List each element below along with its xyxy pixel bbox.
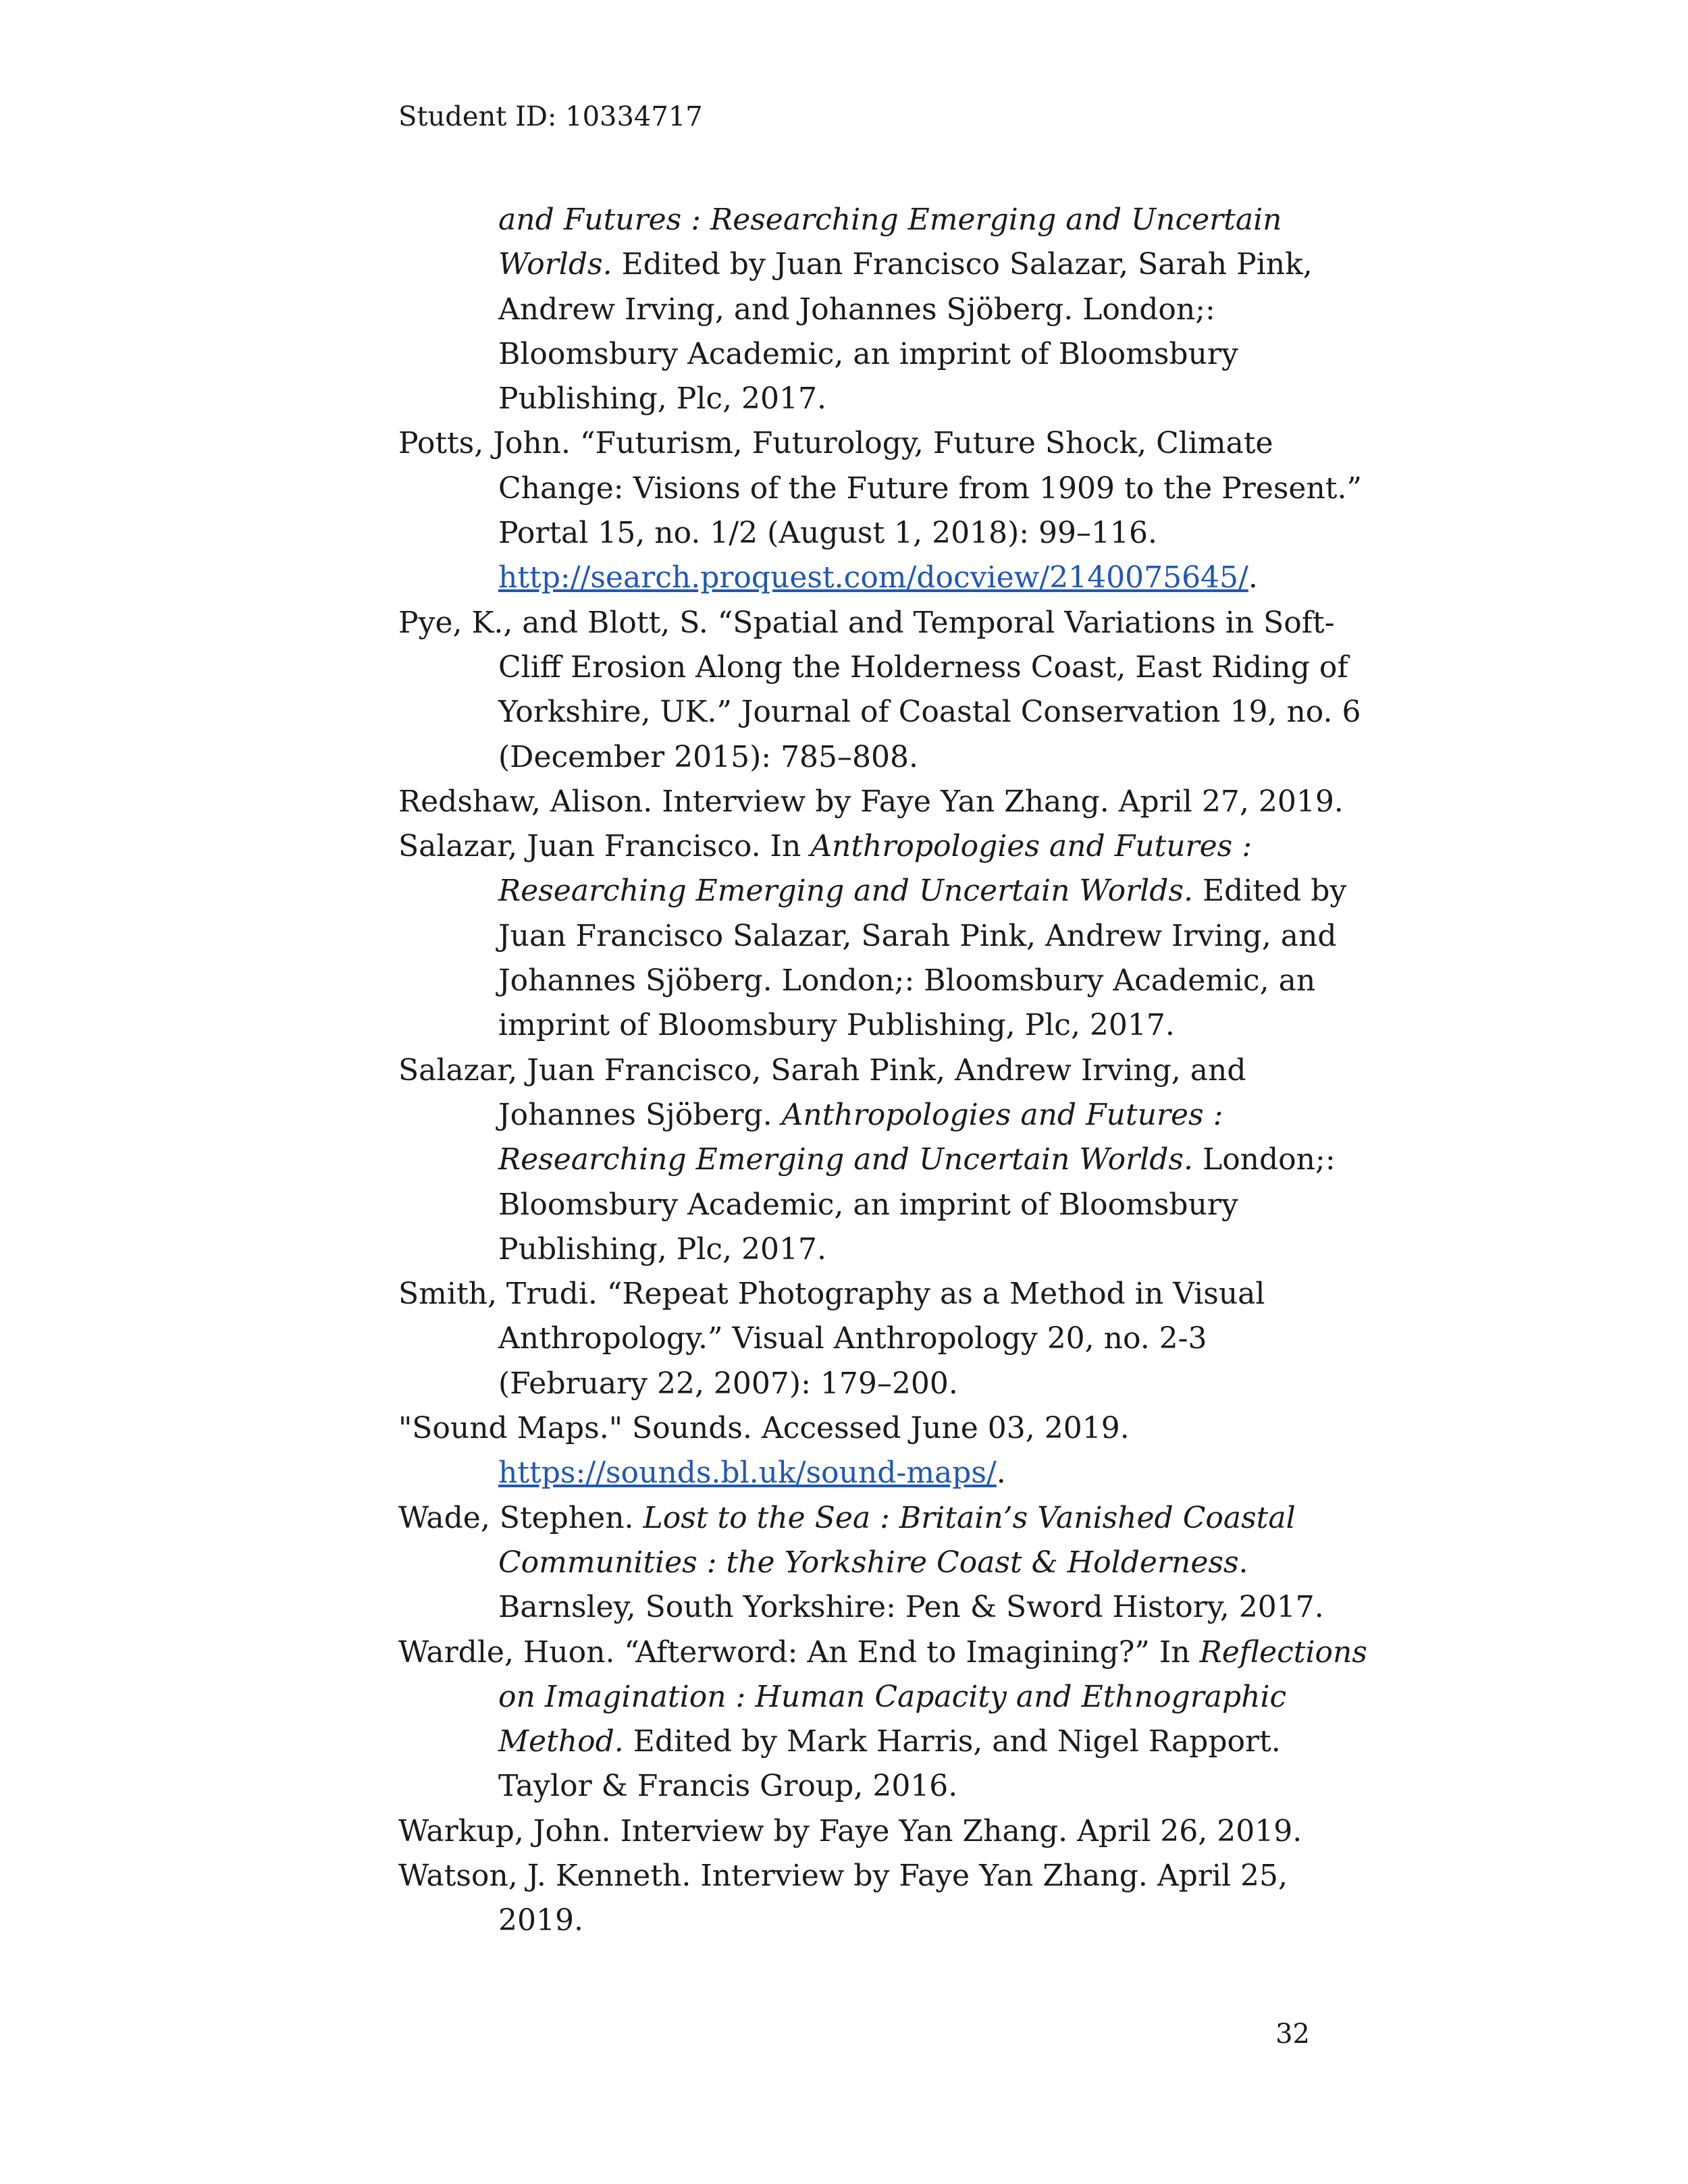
citation-text: Pye, K., and Blott, S. “Spatial and Temporal Variations in Soft- (398, 605, 1335, 640)
entry-line (498, 690, 1361, 735)
entry-line (498, 198, 1310, 242)
citation-text: . (1248, 560, 1258, 595)
entry-line (398, 1272, 1310, 1316)
italic-title-text: on Imagination : Human Capacity and Ethnographic (498, 1679, 1287, 1714)
citation-text: (December 2015): 785–808. (498, 739, 919, 774)
citation-text: Anthropology.” Visual Anthropology 20, no. 2-3 (498, 1321, 1207, 1356)
entry-line (498, 1451, 1310, 1495)
italic-title-text: Worlds. (498, 247, 612, 282)
bibliography-entry (398, 824, 1347, 1048)
entry-line (398, 1809, 1310, 1854)
citation-text: London;: (1192, 1142, 1336, 1177)
entry-line (498, 1138, 1336, 1182)
citation-text: Wardle, Huon. “Afterword: An End to Imagining?” In (398, 1634, 1200, 1670)
citation-text: Barnsley, South Yorkshire: Pen & Sword History, 2017. (498, 1590, 1324, 1625)
bibliography-entry (398, 601, 1361, 780)
reference-link[interactable]: http://search.proquest.com/docview/2140075645/ (498, 560, 1248, 595)
italic-title-text: Researching Emerging and Uncertain Worlds. (498, 874, 1193, 909)
citation-text: Watson, J. Kenneth. Interview by Faye Yan Zhang. April 25, (398, 1858, 1288, 1893)
citation-text: Publishing, Plc, 2017. (498, 381, 826, 417)
entry-line (498, 1675, 1310, 1720)
entry-line (498, 1227, 1310, 1272)
citation-text: Potts, John. “Futurism, Futurology, Future Shock, Climate (398, 426, 1273, 461)
bibliography-entry (398, 1048, 1336, 1272)
entry-line (498, 869, 1347, 913)
citation-text: . (996, 1456, 1006, 1491)
entry-line (498, 556, 1310, 600)
entry-line (498, 1720, 1310, 1764)
italic-title-text: Method. (498, 1724, 624, 1759)
entry-line (498, 735, 1310, 780)
citation-text: (February 22, 2007): 179–200. (498, 1366, 958, 1401)
citation-text: Johannes Sjöberg. London;: Bloomsbury Academic, an (498, 963, 1316, 998)
bibliography-entry (398, 1854, 1310, 1944)
bibliography-entry (398, 198, 1313, 421)
entry-line (498, 332, 1310, 377)
entry-line (398, 824, 1310, 869)
citation-text: Salazar, Juan Francisco. In (398, 829, 811, 864)
entry-line (498, 1541, 1310, 1585)
italic-title-text: Anthropologies and Futures : (810, 829, 1252, 864)
bibliography-entry (398, 1496, 1324, 1630)
entry-line (398, 1630, 1367, 1675)
citation-text: "Sound Maps." Sounds. Accessed June 03, 2019. (398, 1411, 1130, 1446)
citation-text: Wade, Stephen. (398, 1500, 643, 1535)
citation-text: . (1238, 1545, 1248, 1580)
citation-text: Yorkshire, UK.” Journal of Coastal Conservation 19, no. 6 (498, 695, 1361, 730)
page-number: 32 (1275, 2019, 1310, 2050)
citation-text: Taylor & Francis Group, 2016. (498, 1769, 958, 1804)
citation-text: Redshaw, Alison. Interview by Faye Yan Zhang. April 27, 2019. (398, 784, 1344, 819)
entry-line (498, 288, 1310, 332)
entry-line (498, 959, 1316, 1003)
citation-text: Andrew Irving, and Johannes Sjöberg. London;: (498, 292, 1215, 327)
entry-line (398, 780, 1344, 824)
citation-text: Change: Visions of the Future from 1909 to the Present.” (498, 471, 1362, 506)
entry-line (498, 1003, 1310, 1048)
bibliography-entry (398, 780, 1344, 824)
citation-text: Johannes Sjöberg. (498, 1097, 782, 1132)
entry-line (398, 1406, 1310, 1451)
citation-text: Bloomsbury Academic, an imprint of Bloomsbury (498, 336, 1238, 371)
reference-link[interactable]: https://sounds.bl.uk/sound-maps/ (498, 1456, 997, 1491)
bibliography-entry (398, 1630, 1367, 1809)
bibliography-entry (398, 1809, 1310, 1854)
entry-line (398, 1048, 1310, 1093)
entry-line (398, 1496, 1310, 1541)
entry-line (398, 601, 1335, 645)
citation-text: Edited by Juan Francisco Salazar, Sarah Pink, (612, 247, 1313, 282)
citation-text: Cliff Erosion Along the Holderness Coast, East Riding of (498, 649, 1348, 685)
entry-line (498, 1898, 1310, 1943)
entry-line (498, 467, 1362, 511)
italic-title-text: Reflections (1199, 1634, 1367, 1670)
italic-title-text: Anthropologies and Futures : (781, 1097, 1223, 1132)
citation-text: Portal 15, no. 1/2 (August 1, 2018): 99–116. (498, 516, 1158, 551)
entry-line (498, 645, 1348, 690)
bibliography-entry (398, 1272, 1310, 1406)
italic-title-text: Researching Emerging and Uncertain Worlds. (498, 1142, 1193, 1177)
bibliography-entry (398, 421, 1362, 600)
entry-line (498, 914, 1337, 959)
citation-text: Edited by (1192, 874, 1347, 909)
entry-line (498, 242, 1313, 287)
entry-line (498, 1764, 1310, 1809)
citation-text: Publishing, Plc, 2017. (498, 1231, 826, 1267)
italic-title-text: and Futures : Researching Emerging and Uncertain (498, 203, 1282, 237)
citation-text: Salazar, Juan Francisco, Sarah Pink, Andrew Irving, and (398, 1053, 1246, 1088)
bibliography-entry (398, 1406, 1310, 1496)
citation-text: Smith, Trudi. “Repeat Photography as a Method in Visual (398, 1277, 1265, 1312)
bibliography-list (398, 198, 1367, 1944)
entry-line (398, 421, 1310, 466)
student-id-header: Student ID: 10334717 (398, 101, 703, 132)
citation-text: 2019. (498, 1903, 583, 1938)
citation-text: Juan Francisco Salazar, Sarah Pink, Andrew Irving, and (498, 918, 1337, 953)
entry-line (498, 1316, 1310, 1361)
italic-title-text: Communities : the Yorkshire Coast & Holderness (498, 1545, 1239, 1580)
entry-line (498, 511, 1310, 556)
citation-text: Edited by Mark Harris, and Nigel Rapport. (623, 1724, 1281, 1759)
citation-text: imprint of Bloomsbury Publishing, Plc, 2017. (498, 1008, 1175, 1043)
citation-text: Warkup, John. Interview by Faye Yan Zhang. April 26, 2019. (398, 1813, 1302, 1848)
italic-title-text: Lost to the Sea : Britain’s Vanished Coastal (643, 1500, 1296, 1535)
entry-line (398, 1854, 1310, 1898)
entry-line (498, 1093, 1310, 1138)
entry-line (498, 377, 1310, 421)
entry-line (498, 1585, 1324, 1630)
citation-text: Bloomsbury Academic, an imprint of Bloomsbury (498, 1187, 1238, 1222)
entry-line (498, 1183, 1310, 1227)
entry-line (498, 1362, 1310, 1406)
